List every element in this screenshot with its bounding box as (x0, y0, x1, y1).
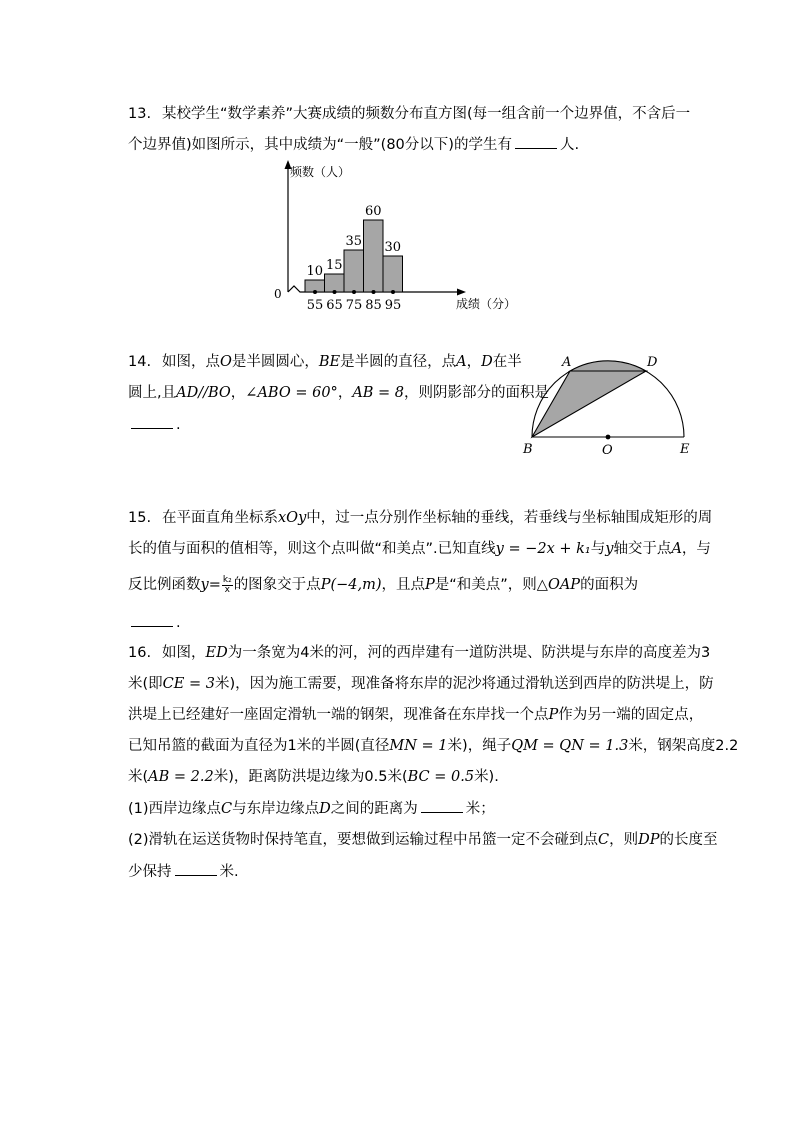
q14-text: 如图，点 (162, 354, 220, 370)
q16-text: 米). (474, 769, 499, 785)
q15-line3 (128, 575, 638, 595)
q14-line2 (128, 383, 549, 403)
q15-number: 15. (128, 510, 152, 526)
q14-math: BE (318, 354, 341, 370)
shaded-segment (570, 361, 646, 371)
q15-line4 (128, 612, 181, 633)
q15-text: 长的值与面积的值相等，则这个点叫做“和美点”.已知直线 (128, 541, 496, 557)
histogram-bar (344, 250, 364, 292)
fraction-denominator: x (224, 584, 230, 595)
q16-math: ED (205, 645, 228, 661)
q14-text: 是半圆圆心， (231, 354, 319, 370)
q14-text: ， (466, 354, 482, 370)
q14-text: 圆上,且 (128, 385, 177, 401)
label-O: O (602, 443, 613, 458)
q16-math: DP (638, 832, 660, 848)
q16-text: 作为另一端的固定点， (558, 707, 704, 723)
q16-math: AB = 2.2 (148, 769, 214, 785)
histogram-bar (325, 274, 345, 292)
bar-value-label: 10 (306, 264, 324, 279)
histogram-bars (305, 204, 403, 313)
x-tick-dot (391, 290, 395, 294)
q14-text: 是半圆的直径，点 (340, 354, 457, 370)
q15-math: OAP (547, 577, 581, 593)
q14-number: 14. (128, 354, 152, 370)
q14-answer-blank[interactable] (131, 414, 173, 429)
q16-math: MN = 1 (389, 738, 448, 754)
q16-line2 (128, 674, 714, 694)
q14-math: O (220, 354, 232, 370)
histogram-bar (383, 256, 403, 292)
q16-sub3 (128, 861, 239, 882)
label-A: A (562, 355, 572, 370)
q16-text: 洪堤上已经建好一座固定滑轨一端的钢架，现准备在东岸找一个点 (128, 707, 549, 723)
q16-math: C (221, 801, 233, 817)
q16-math: P (548, 707, 559, 723)
semicircle-figure (520, 350, 700, 460)
q15-math: y (200, 577, 209, 593)
q15-math: y = −2x + k₁ (495, 541, 591, 557)
fraction-numerator: k₂ (222, 574, 232, 585)
q16-text: 已知吊篮的截面为直径为1米的半圆(直径 (128, 738, 390, 754)
q14-math: ∠ABO = 60° (245, 385, 338, 401)
q13-line2 (128, 134, 579, 155)
q16-line4 (128, 736, 738, 756)
q13-text2: 个边界值)如图所示，其中成绩为“一般”(80分以下)的学生有 (128, 137, 512, 153)
q13-line1 (128, 104, 690, 124)
q16-text: (1)西岸边缘点 (128, 801, 222, 817)
q16-math: D (319, 801, 331, 817)
x-tick-dot (352, 290, 356, 294)
q16-text: 少保持 (128, 864, 172, 880)
x-axis-arrow (457, 289, 466, 296)
x-tick-label: 95 (384, 298, 402, 313)
q15-math: A (671, 541, 682, 557)
q16-text: 米. (219, 864, 239, 880)
q14-math: AB = 8 (352, 385, 405, 401)
bar-value-label: 60 (364, 204, 382, 219)
q15-text: 中，过一点分别作坐标轴的垂线，若垂线与坐标轴围成矩形的周 (306, 510, 713, 526)
x-tick-label: 55 (306, 298, 324, 313)
origin-label: 0 (274, 287, 282, 301)
q14-text: ，则阴影部分的面积是 (404, 385, 550, 401)
q16-math: QM = QN = 1.3 (511, 738, 629, 754)
q14-math: AD//BO (176, 385, 231, 401)
q16-text: 与东岸边缘点 (232, 801, 320, 817)
q15-text: 轴交于点 (613, 541, 672, 557)
axis-break (288, 286, 305, 292)
q14-math: D (481, 354, 493, 370)
q13-text3: 人. (559, 137, 580, 153)
q16-math: C (598, 832, 610, 848)
bar-value-label: 35 (345, 234, 363, 249)
q15-answer-blank[interactable] (131, 612, 173, 627)
x-tick-label: 85 (365, 298, 382, 313)
label-E: E (680, 442, 690, 457)
q16-text: 米)，绳子 (447, 738, 512, 754)
q14-text: ， (230, 385, 246, 401)
x-tick-label: 65 (326, 298, 343, 313)
q15-math: = (208, 577, 221, 593)
q15-text: . (176, 615, 181, 631)
q16-text: ，则 (609, 832, 639, 848)
x-tick-dot (313, 290, 317, 294)
q16-sub1 (128, 798, 495, 819)
q15-text: 在平面直角坐标系 (162, 510, 278, 526)
q13-answer-blank[interactable] (515, 134, 557, 149)
q16-text: 的长度至 (659, 832, 718, 848)
label-B: B (523, 442, 533, 457)
q15-math: △ (536, 577, 548, 593)
q16-text: 米( (128, 769, 149, 785)
q14-math: A (456, 354, 467, 370)
q16-number: 16. (128, 645, 152, 661)
q14-text: 在半 (492, 354, 522, 370)
q15-line2 (128, 539, 711, 559)
q15-line1 (128, 508, 712, 528)
bar-value-label: 30 (384, 240, 402, 255)
q16-text: 米，钢架高度2.2 (628, 738, 739, 754)
q14-line1 (128, 352, 522, 372)
q16-text: 米(即 (128, 676, 163, 692)
x-axis-label: 成绩（分） (456, 297, 517, 311)
q15-math: P(−4,m) (320, 577, 382, 593)
q15-text: ，且点 (381, 577, 425, 593)
q16-line5 (128, 767, 499, 787)
q16-sub2 (128, 830, 718, 850)
q16-line3 (128, 705, 703, 725)
q15-math: xOy (278, 510, 307, 526)
q16-answer-blank-2[interactable] (175, 861, 217, 876)
q15-text: 的图象交于点 (233, 577, 321, 593)
x-tick-label: 75 (345, 298, 363, 313)
q13-number: 13. (128, 106, 152, 122)
q15-text: 的面积为 (580, 577, 639, 593)
q15-fraction (222, 576, 233, 595)
label-D: D (647, 355, 658, 370)
q16-text: 米)，因为施工需要，现准备将东岸的泥沙将通过滑轨送到西岸的防洪堤上，防 (214, 676, 714, 692)
q15-text: 与 (590, 541, 606, 557)
q14-line3 (128, 414, 181, 435)
q16-math: CE = 3 (162, 676, 215, 692)
q15-math: y (605, 541, 614, 557)
histogram-bar (364, 220, 384, 292)
q15-text: ，与 (681, 541, 711, 557)
q14-text: . (176, 417, 181, 433)
q16-text: 为一条宽为4米的河，河的西岸建有一道防洪堤、防洪堤与东岸的高度差为3 (227, 645, 711, 661)
q16-text: (2)滑轨在运送货物时保持笔直，要想做到运输过程中吊篮一定不会碰到点 (128, 832, 599, 848)
q16-text: 之间的距离为 (330, 801, 418, 817)
x-tick-dot (372, 290, 376, 294)
shaded-region (532, 371, 646, 437)
q14-text: ， (337, 385, 353, 401)
q15-math: P (425, 577, 435, 593)
q16-text: 米； (465, 801, 495, 817)
y-axis-label: 频数（人） (290, 165, 351, 179)
center-point (606, 435, 611, 440)
histogram-chart (270, 158, 530, 318)
q16-text: 如图， (162, 645, 206, 661)
q15-text: 反比例函数 (128, 577, 201, 593)
q16-math: BC = 0.5 (407, 769, 475, 785)
q15-text: 是“和美点”，则 (434, 577, 537, 593)
x-tick-dot (333, 290, 337, 294)
q16-answer-blank-1[interactable] (421, 798, 463, 813)
q16-line1 (128, 643, 710, 663)
q13-text1: 某校学生“数学素养”大赛成绩的频数分布直方图(每一组含前一个边界值，不含后一 (162, 106, 691, 122)
q16-text: 米)，距离防洪堤边缘为0.5米( (213, 769, 408, 785)
bar-value-label: 15 (325, 258, 343, 273)
